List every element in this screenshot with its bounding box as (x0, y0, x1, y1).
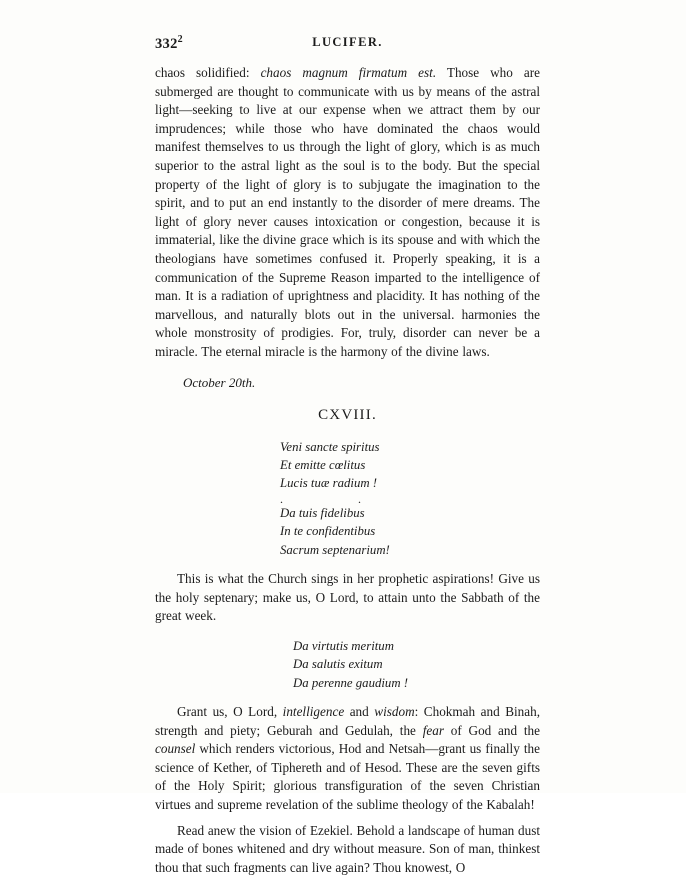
verse-line: Lucis tuæ radium ! (280, 474, 540, 492)
folio-number-text: 332 (155, 36, 178, 52)
paragraph-ezekiel: Read anew the vision of Ezekiel. Behold a landscape of human dust made of bones whitened and dry without measure. Son of man, thinkest thou that such fragments can live again? Thou knowest, O (155, 822, 540, 877)
verse-line: In te confidentibus (280, 522, 540, 540)
date-line: October 20th. (155, 375, 540, 391)
verse-line: Da perenne gaudium ! (293, 674, 540, 692)
spacer (155, 692, 540, 703)
verse-line: Da virtutis meritum (293, 637, 540, 655)
paragraph-grant-italic-fear: fear (423, 723, 444, 738)
paragraph-chaos-part1: chaos solidified: (155, 65, 261, 80)
paragraph-grant-and: and (344, 704, 374, 719)
chapter-number: CXVIII. (155, 407, 540, 424)
folio-superscript: 2 (178, 34, 183, 45)
paragraph-chaos (155, 64, 540, 362)
paragraph-grant-part4: which renders victorious, Hod and Netsah—grant us finally the science of Kether, of Tiphereth and of Hesod. These are the seven gifts of the Holy Spirit; glorious transfiguration of the seven Christian virtues and supreme revelation of the sublime theology of the Kabalah! (155, 741, 540, 812)
paragraph-chaos-part2: Those who are submerged are thought to communicate with us by means of the astral light—seeking to live at our expense when we attract them by our imprudences; while those who have dominated the chaos would manifest themselves to us through the light of glory, which is as much superior to the astral light as the soul is to the body. But the special property of the light of glory is to subjugate the imagination to the spirit, and to put an end instantly to the disorder of mere dreams. The light of glory never causes intoxication or congestion, because it is immaterial, like the divine grace which is its spouse and with which the theologians have sometimes confused it. Properly speaking, it is a communication of the Supreme Reason imparted to the intelligence of man. It is a radiation of uprightness and placidity. It has nothing of the marvellous, and naturally blots out in the universal. harmonies the whole monstrosity of prodigies. For, truly, disorder can never be a miracle. The eternal miracle is the harmony of the divine laws. (155, 65, 540, 359)
verse-block-two (155, 504, 540, 559)
running-head: LUCIFER. (155, 35, 540, 50)
paragraph-grant-italic-intelligence: intelligence (283, 704, 345, 719)
paragraph-chaos-latin: chaos magnum firmatum est. (261, 65, 437, 80)
verse-separator (155, 493, 540, 504)
paragraph-grant-italic-counsel: counsel (155, 741, 195, 756)
spacer (155, 559, 540, 570)
paragraph-grant-part3: of God and the (444, 723, 540, 738)
paragraph-church: This is what the Church sings in her prophetic aspirations! Give us the holy septenary; make us, O Lord, to attain unto the Sabbath of the great week. (155, 570, 540, 626)
verse-block-three (155, 637, 540, 692)
verse-line: Da tuis fidelibus (280, 504, 540, 522)
verse-line: Da salutis exitum (293, 655, 540, 673)
separator-dots: . . (280, 493, 540, 505)
verse-block-one (155, 438, 540, 493)
verse-line: Veni sancte spiritus (280, 438, 540, 456)
page-content (155, 34, 540, 877)
verse-line: Sacrum septenarium! (280, 541, 540, 559)
spacer (155, 626, 540, 637)
paragraph-grant-italic-wisdom: wisdom (374, 704, 414, 719)
spacer (155, 815, 540, 822)
verse-line: Et emitte cœlitus (280, 456, 540, 474)
paragraph-grant-part1: Grant us, O Lord, (177, 704, 283, 719)
page-header (155, 34, 540, 58)
paragraph-grant-part2: : Chokmah and Binah, strength and piety; Geburah and Gedulah, the (155, 704, 540, 738)
paragraph-grant-us (155, 703, 540, 815)
